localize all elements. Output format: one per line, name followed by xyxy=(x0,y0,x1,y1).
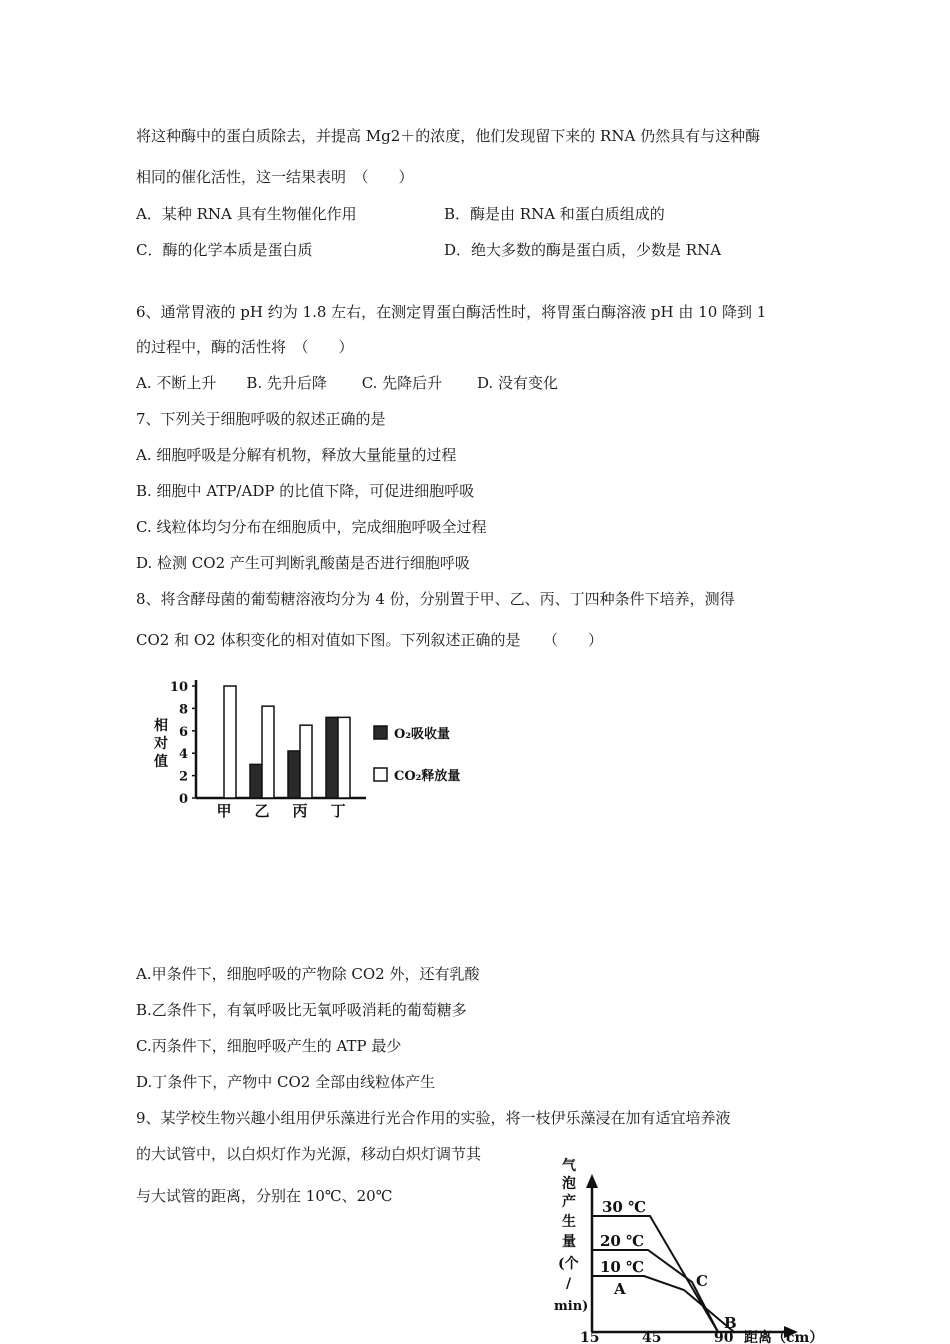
bar-o2 xyxy=(288,751,300,798)
question-7-option-c: C. 线粒体均匀分布在细胞质中，完成细胞呼吸全过程 xyxy=(136,518,487,536)
x-tick-label: 丙 xyxy=(292,802,308,820)
option-b-5: B．酶是由 RNA 和蛋白质组成的 xyxy=(444,205,665,223)
fig2-ylabel-3: 产 xyxy=(562,1194,576,1210)
question-8-option-d: D.丁条件下，产物中 CO2 全部由线粒体产生 xyxy=(136,1073,436,1091)
question-9-line-2: 的大试管中，以白炽灯作为光源，移动白炽灯调节其 xyxy=(136,1145,482,1163)
bar-co2 xyxy=(338,717,350,798)
fig2-ylabel-1: 气 xyxy=(562,1158,576,1174)
y-tick-label: 0 xyxy=(178,792,188,807)
curve-label-10c: 10 ℃ xyxy=(600,1258,645,1276)
y-tick-label: 4 xyxy=(178,747,188,763)
bar-o2 xyxy=(250,764,262,798)
fig2-xtick-45: 45 xyxy=(642,1330,662,1344)
question-8-line-2: CO2 和 O2 体积变化的相对值如下图。下列叙述正确的是 （ ） xyxy=(136,631,603,649)
option-a-5: A．某种 RNA 具有生物催化作用 xyxy=(136,205,357,223)
text-line-2: 相同的催化活性，这一结果表明 （ ） xyxy=(136,168,414,186)
legend-swatch xyxy=(374,726,387,739)
bar-chart xyxy=(150,672,490,822)
text-line-1: 将这种酶中的蛋白质除去，并提高 Mg2＋的浓度，他们发现留下来的 RNA 仍然具有与这种酶 xyxy=(136,127,761,145)
curve-label-20c: 20 ℃ xyxy=(600,1232,645,1250)
point-b: B xyxy=(724,1314,737,1332)
question-6-options: A. 不断上升 B. 先升后降 C. 先降后升 D. 没有变化 xyxy=(136,374,558,392)
question-9-line-1: 9、某学校生物兴趣小组用伊乐藻进行光合作用的实验，将一枝伊乐藻浸在加有适宜培养液 xyxy=(136,1109,731,1127)
question-7-option-d: D. 检测 CO2 产生可判断乳酸菌是否进行细胞呼吸 xyxy=(136,554,470,572)
fig2-ylabel-4: 生 xyxy=(562,1214,576,1230)
fig2-ylabel-6: (个 xyxy=(558,1256,579,1272)
bar-co2 xyxy=(300,725,312,798)
point-a: A xyxy=(614,1280,626,1298)
y-tick-label: 6 xyxy=(178,724,188,740)
option-d-5: D．绝大多数的酶是蛋白质，少数是 RNA xyxy=(444,241,722,259)
y-tick-label: 8 xyxy=(178,702,188,718)
fig2-ylabel-2: 泡 xyxy=(562,1176,576,1192)
question-7-option-a: A. 细胞呼吸是分解有机物，释放大量能量的过程 xyxy=(136,446,457,464)
y-tick-label: 10 xyxy=(169,680,188,695)
x-tick-label: 甲 xyxy=(216,802,232,820)
question-8-option-a: A.甲条件下，细胞呼吸的产物除 CO2 外，还有乳酸 xyxy=(136,965,480,983)
question-7-stem: 7、下列关于细胞呼吸的叙述正确的是 xyxy=(136,410,386,428)
y-tick-label: 2 xyxy=(178,769,188,785)
fig2-ylabel-8: min) xyxy=(554,1299,589,1314)
bubble-distance-figure xyxy=(548,1150,848,1344)
x-tick-label: 丁 xyxy=(330,802,346,820)
question-8-line-1: 8、将含酵母菌的葡萄糖溶液均分为 4 份，分别置于甲、乙、丙、丁四种条件下培养，测得 xyxy=(136,590,735,608)
question-7-option-b: B. 细胞中 ATP/ADP 的比值下降，可促进细胞呼吸 xyxy=(136,482,475,500)
legend-swatch xyxy=(374,768,387,781)
x-tick-label: 乙 xyxy=(254,802,270,820)
fig2-xtick-15: 15 xyxy=(580,1330,600,1344)
fig2-ylabel-5: 量 xyxy=(562,1234,576,1250)
y-axis-label-char: 相 xyxy=(154,718,168,734)
question-9-line-3: 与大试管的距离，分别在 10℃、20℃ xyxy=(136,1187,393,1205)
y-axis-label-char: 对 xyxy=(154,736,168,752)
fig2-xlabel: 距离（cm） xyxy=(744,1330,824,1344)
y-axis-label-char: 值 xyxy=(154,754,168,770)
option-c-5: C．酶的化学本质是蛋白质 xyxy=(136,241,313,259)
question-6-line-2: 的过程中，酶的活性将 （ ） xyxy=(136,338,354,356)
legend-label: CO₂释放量 xyxy=(394,769,461,784)
bar-co2 xyxy=(262,706,274,798)
fig2-xtick-90: 90 xyxy=(714,1330,734,1344)
question-6-line-1: 6、通常胃液的 pH 约为 1.8 左右，在测定胃蛋白酶活性时，将胃蛋白酶溶液 pH 由 10 降到 1 xyxy=(136,303,767,321)
bar-o2 xyxy=(326,717,338,798)
curve-label-30c: 30 ℃ xyxy=(602,1198,647,1216)
point-c: C xyxy=(696,1272,708,1290)
bar-co2 xyxy=(224,686,236,798)
question-8-option-c: C.丙条件下，细胞呼吸产生的 ATP 最少 xyxy=(136,1037,402,1055)
fig2-y-arrow xyxy=(586,1174,598,1188)
legend-label: O₂吸收量 xyxy=(394,727,451,742)
fig2-ylabel-7: / xyxy=(566,1276,572,1292)
question-8-option-b: B.乙条件下，有氧呼吸比无氧呼吸消耗的葡萄糖多 xyxy=(136,1001,467,1019)
